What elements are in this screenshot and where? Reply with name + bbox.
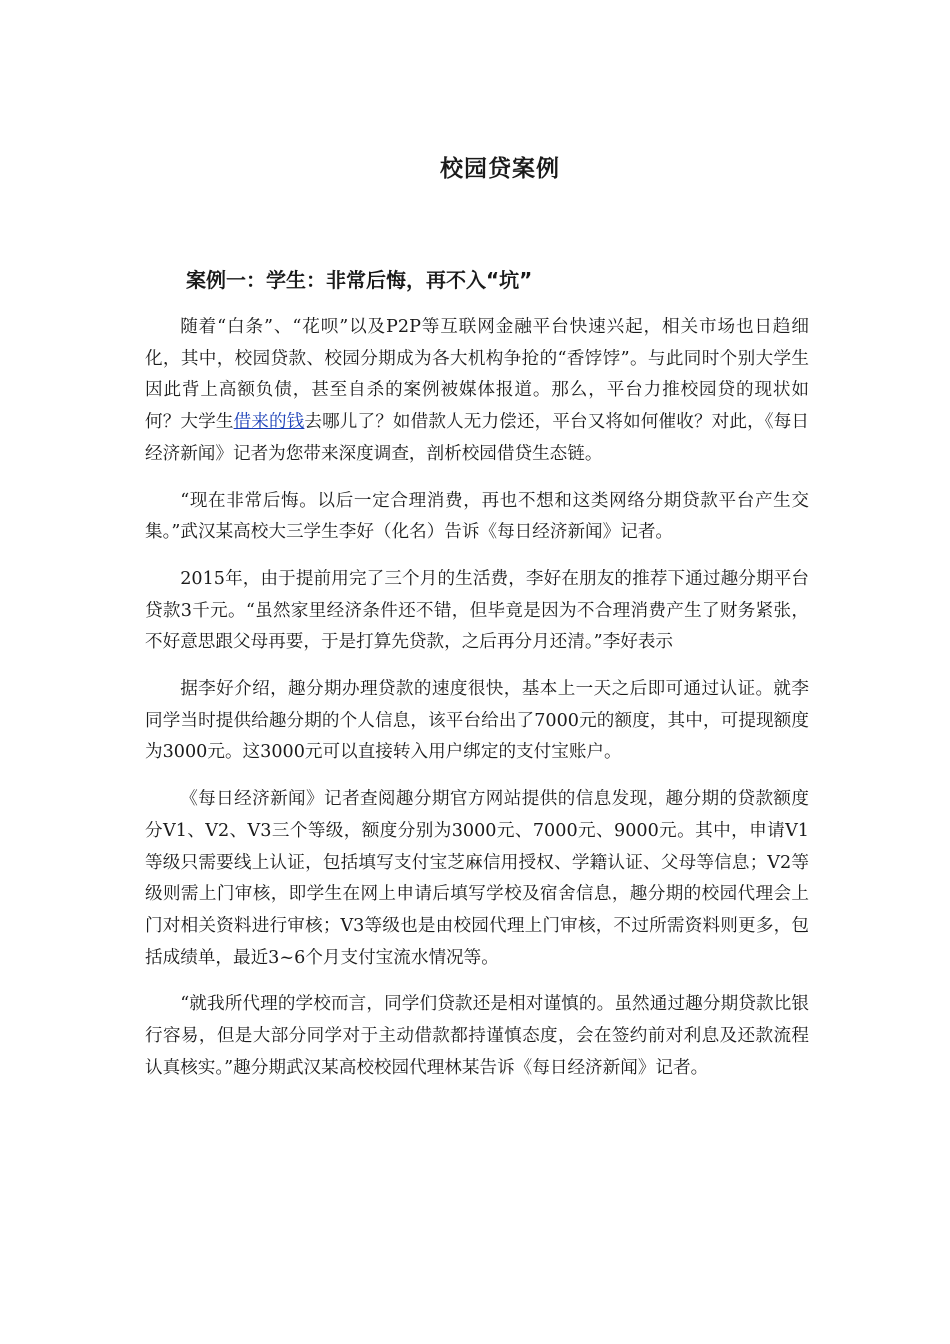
- borrowed-money-link[interactable]: 借来的钱: [233, 412, 305, 433]
- article-body: [145, 312, 809, 1099]
- paragraph-intro-text-start: 随着“白条”、“花呗”以及P2P等互联网金融平台快速兴起，相关市场也日趋细化，其中，校园贷款、校园分期成为各大机构争抢的“香饽饽”。与此同时个别大学生因此背上高额负债，甚至自杀的案例被媒体报道。那么，平台力推校园贷的现状如何？大学生: [145, 317, 809, 433]
- paragraph-quote-regret: “现在非常后悔。以后一定合理消费，再也不想和这类网络分期贷款平台产生交集。”武汉某高校大三学生李好（化名）告诉《每日经济新闻》记者。: [145, 490, 809, 543]
- document-title: 校园贷案例: [440, 156, 560, 182]
- paragraph-loan-story: 2015年，由于提前用完了三个月的生活费，李好在朋友的推荐下通过趣分期平台贷款3千元。“虽然家里经济条件还不错，但毕竟是因为不合理消费产生了财务紧张，不好意思跟父母再要，于是打算先贷款，之后再分月还清。”李好表示: [145, 568, 809, 653]
- paragraph-agent-quote: “就我所代理的学校而言，同学们贷款还是相对谨慎的。虽然通过趣分期贷款比银行容易，但是大部分同学对于主动借款都持谨慎态度，会在签约前对利息及还款流程认真核实。”趣分期武汉某高校校园代理林某告诉《每日经济新闻》记者。: [145, 994, 809, 1078]
- paragraph-intro-text-end: 去哪儿了？如借款人无力偿还，平台又将如何催收？对此，《每日经济新闻》记者为您带来深度调查，剖析校园借贷生态链。: [145, 412, 809, 464]
- case-heading: 案例一：学生：非常后悔，再不入“坑”: [186, 268, 533, 292]
- paragraph-loan-process: 据李好介绍，趣分期办理贷款的速度很快，基本上一天之后即可通过认证。就李同学当时提供给趣分期的个人信息，该平台给出了7000元的额度，其中，可提现额度为3000元。这3000元可以直接转入用户绑定的支付宝账户。: [145, 679, 809, 763]
- paragraph-credit-levels: 《每日经济新闻》记者查阅趣分期官方网站提供的信息发现，趣分期的贷款额度分V1、V2、V3三个等级，额度分别为3000元、7000元、9000元。其中，申请V1等级只需要线上认证，包括填写支付宝芝麻信用授权、学籍认证、父母等信息；V2等级则需上门审核，即学生在网上申请后填写学校及宿舍信息，趣分期的校园代理会上门对相关资料进行审核；V3等级也是由校园代理上门审核，不过所需资料则更多，包括成绩单，最近3~6个月支付宝流水情况等。: [145, 789, 809, 968]
- paragraph-intro: [145, 312, 809, 471]
